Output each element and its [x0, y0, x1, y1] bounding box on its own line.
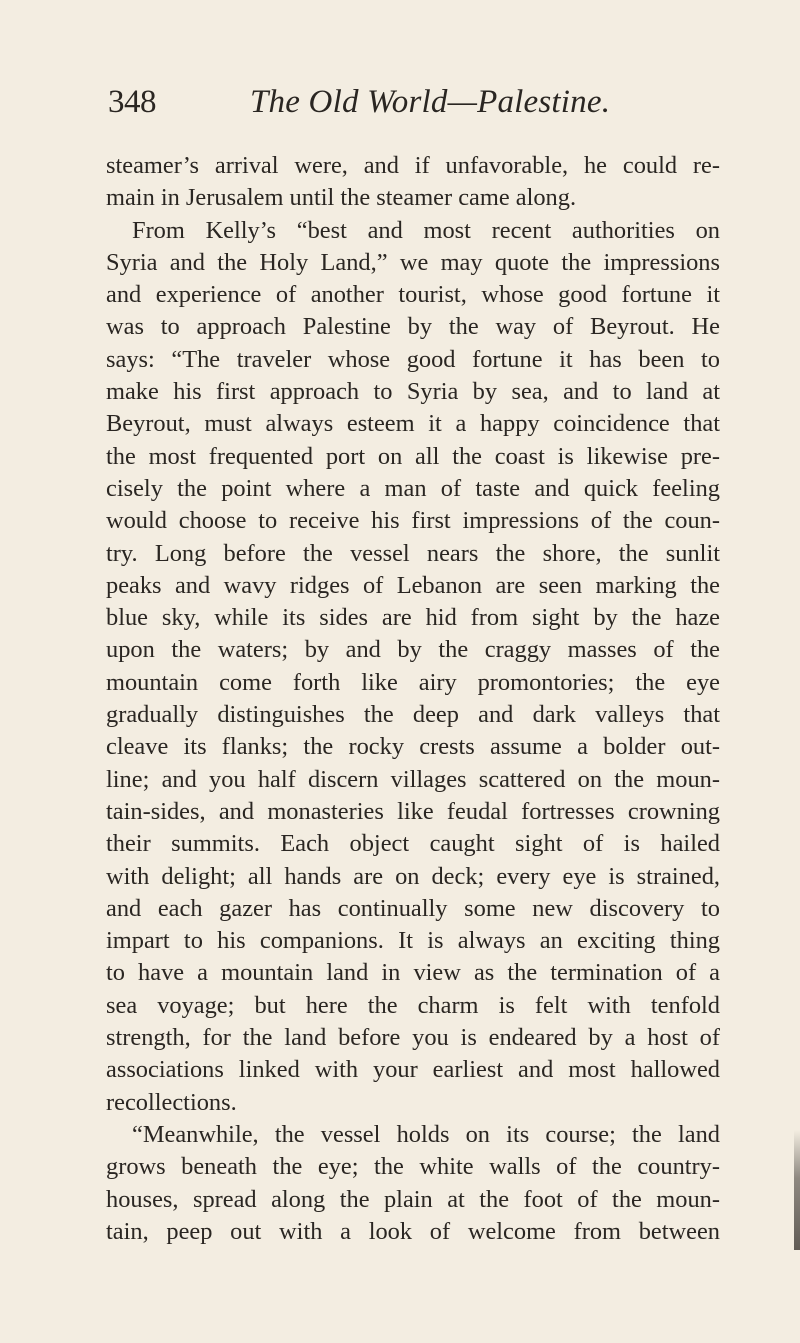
- text-line: peaks and wavy ridges of Lebanon are seen marking the: [106, 571, 720, 599]
- text-line: Beyrout, must always esteem it a happy coincidence that: [106, 410, 720, 438]
- text-line: steamer’s arrival were, and if unfavorable, he could re-: [106, 152, 720, 179]
- text-line: with delight; all hands are on deck; every eye is strained,: [106, 862, 720, 890]
- text-line: recollections.: [106, 1088, 237, 1116]
- page-edge-shadow: [794, 1130, 800, 1250]
- text-line: houses, spread along the plain at the foot of the moun-: [106, 1185, 720, 1213]
- text-line: their summits. Each object caught sight of is hailed: [106, 830, 720, 858]
- text-line: and each gazer has continually some new discovery to: [106, 894, 720, 922]
- text-line: associations linked with your earliest and most hallowed: [106, 1056, 720, 1084]
- text-line: line; and you half discern villages scattered on the moun-: [106, 765, 720, 793]
- text-line: gradually distinguishes the deep and dark valleys that: [106, 701, 720, 729]
- text-line: strength, for the land before you is endeared by a host of: [106, 1024, 720, 1052]
- text-line: impart to his companions. It is always an exciting thing: [106, 927, 720, 955]
- text-line: From Kelly’s “best and most recent authorities on: [132, 216, 720, 244]
- text-line: and experience of another tourist, whose good fortune it: [106, 281, 720, 309]
- text-line: blue sky, while its sides are hid from sight by the haze: [106, 604, 720, 632]
- text-line: would choose to receive his first impressions of the coun-: [106, 507, 720, 535]
- text-line: to have a mountain land in view as the termination of a: [106, 959, 720, 987]
- text-line: mountain come forth like airy promontories; the eye: [106, 668, 720, 696]
- text-line: make his first approach to Syria by sea, and to land at: [106, 378, 720, 406]
- text-line: the most frequented port on all the coast is likewise pre-: [106, 442, 720, 470]
- text-line: main in Jerusalem until the steamer came along.: [106, 184, 577, 212]
- text-line: upon the waters; by and by the craggy masses of the: [106, 636, 720, 664]
- text-line: cisely the point where a man of taste and quick feeling: [106, 474, 720, 502]
- text-line: cleave its flanks; the rocky crests assume a bolder out-: [106, 733, 720, 761]
- running-head: [108, 82, 708, 132]
- text-line: Syria and the Holy Land,” we may quote the impressions: [106, 248, 720, 276]
- page-number: 348: [108, 84, 156, 120]
- text-line: try. Long before the vessel nears the shore, the sunlit: [106, 539, 720, 567]
- text-line: grows beneath the eye; the white walls of the country-: [106, 1153, 720, 1181]
- text-line: says: “The traveler whose good fortune it has been to: [106, 345, 720, 373]
- body-text: [106, 150, 720, 1248]
- text-line: was to approach Palestine by the way of Beyrout. He: [106, 313, 720, 341]
- text-line: tain, peep out with a look of welcome from between: [106, 1217, 720, 1245]
- text-line: sea voyage; but here the charm is felt with tenfold: [106, 991, 720, 1019]
- running-title: The Old World—Palestine.: [250, 84, 611, 120]
- text-line: “Meanwhile, the vessel holds on its course; the land: [132, 1120, 720, 1148]
- text-line: tain-sides, and monasteries like feudal fortresses crowning: [106, 797, 720, 825]
